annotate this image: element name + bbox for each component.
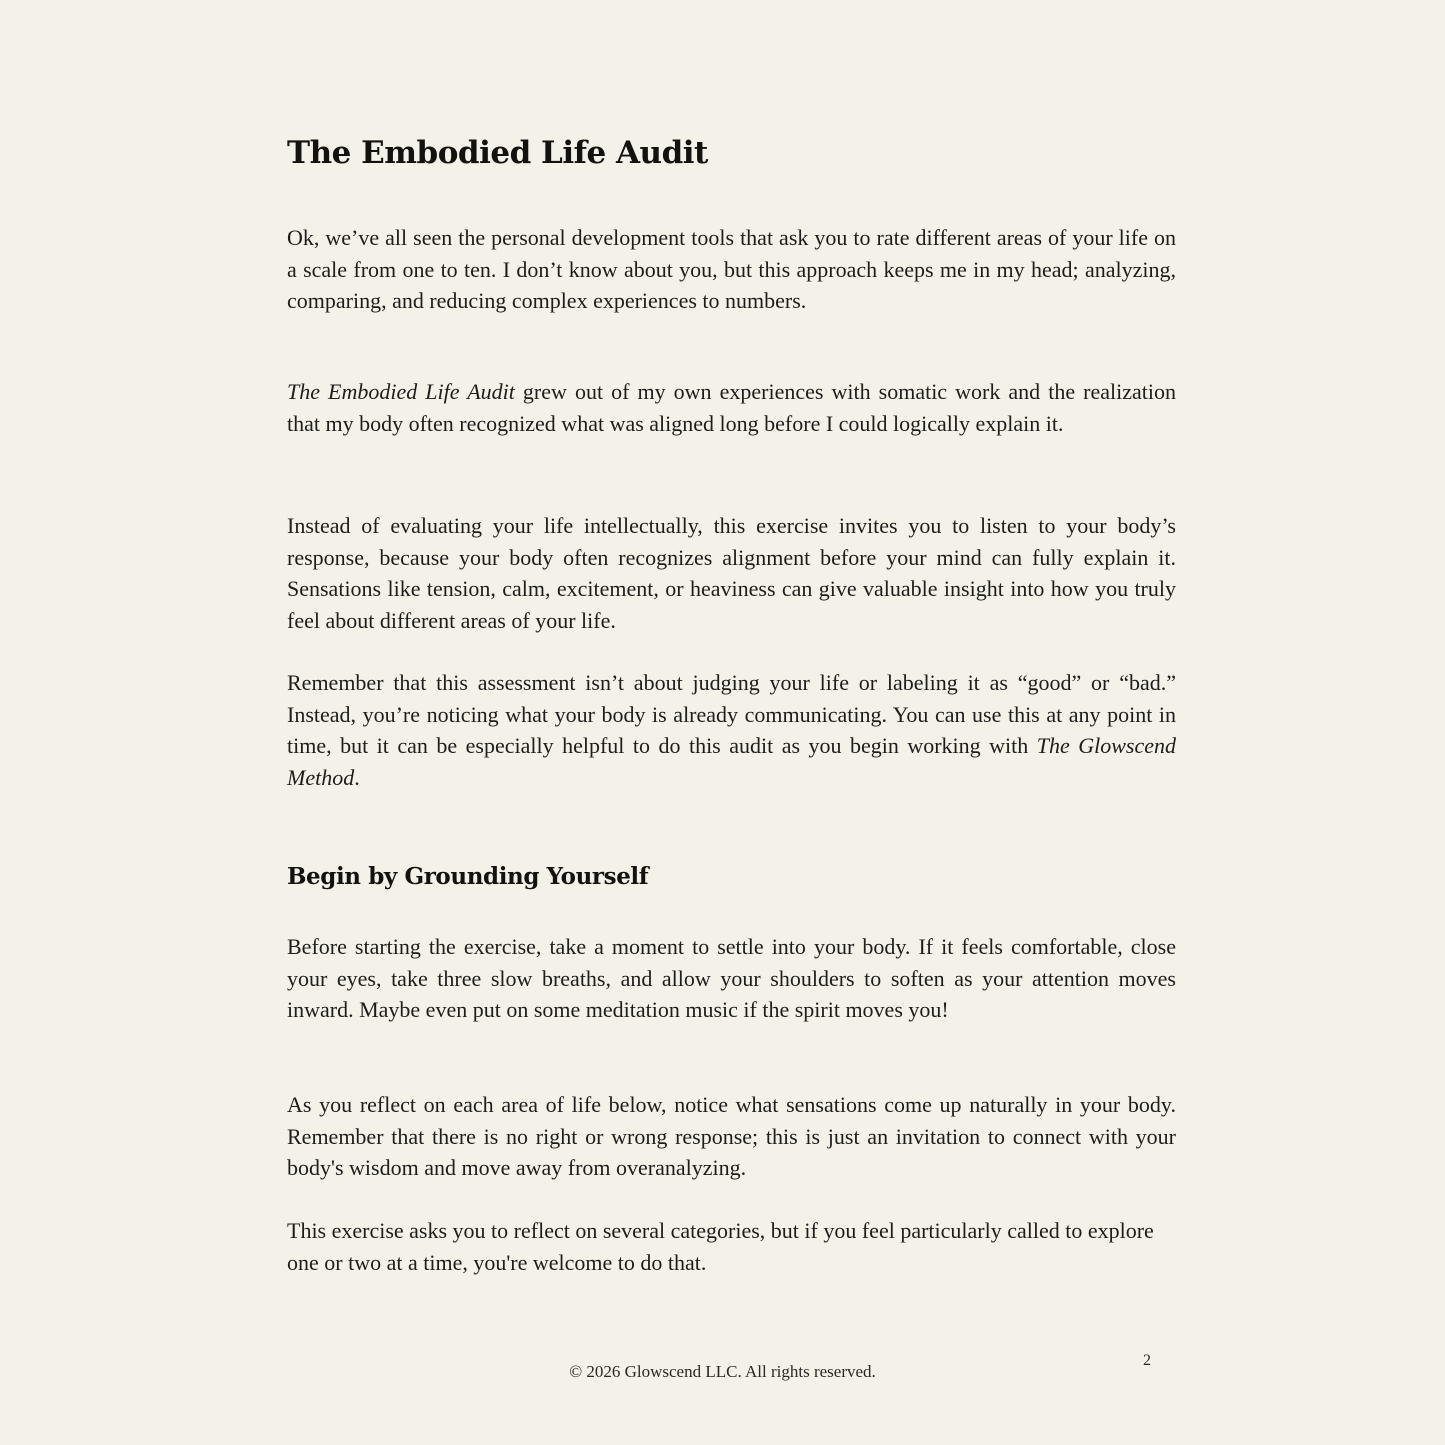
categories-paragraph: This exercise asks you to reflect on several categories, but if you feel particularly called to explore one or two at a time, you're welcome to do that. [287, 1218, 1154, 1275]
page-title: The Embodied Life Audit [287, 135, 708, 171]
grounding-paragraph: Before starting the exercise, take a moment to settle into your body. If it feels comfortable, close your eyes, take three slow breaths, and allow your shoulders to soften as your attention moves inward. Maybe even put on some meditation music if the spirit moves you! [287, 934, 1176, 1022]
page-number: 2 [1143, 1352, 1151, 1369]
reminder-paragraph [287, 667, 1176, 793]
reminder-paragraph-end: . [354, 764, 360, 790]
purpose-paragraph: Instead of evaluating your life intellectually, this exercise invites you to listen to your body’s response, because your body often recognizes alignment before your mind can fully explain it. Sensations like tension, calm, excitement, or heaviness can give valuable insight into how you truly feel about different areas of your life. [287, 513, 1176, 633]
reflection-paragraph: As you reflect on each area of life below, notice what sensations come up naturally in your body. Remember that there is no right or wrong response; this is just an invitation to connect with your body's wisdom and move away from overanalyzing. [287, 1092, 1176, 1180]
section-heading: Begin by Grounding Yourself [287, 863, 649, 890]
audit-title-italic: The Embodied Life Audit [287, 379, 515, 404]
origin-paragraph-text: grew out of my own experiences with somatic work and the realization that my body often recognized what was aligned long before I could logically explain it. [287, 379, 1176, 436]
intro-paragraph: Ok, we’ve all seen the personal development tools that ask you to rate different areas of your life on a scale from one to ten. I don’t know about you, but this approach keeps me in my head; analyzing, comparing, and reducing complex experiences to numbers. [287, 225, 1176, 313]
copyright-footer: © 2026 Glowscend LLC. All rights reserved. [569, 1362, 876, 1381]
origin-paragraph [287, 376, 1176, 439]
reminder-paragraph-text: Remember that this assessment isn’t about judging your life or labeling it as “good” or “bad.” Instead, you’re noticing what your body is already communicating. You can use this at any point in time, but it can be especially helpful to do this audit as you begin working with [287, 670, 1176, 758]
method-title-italic: The Glowscend Method [287, 733, 1176, 790]
